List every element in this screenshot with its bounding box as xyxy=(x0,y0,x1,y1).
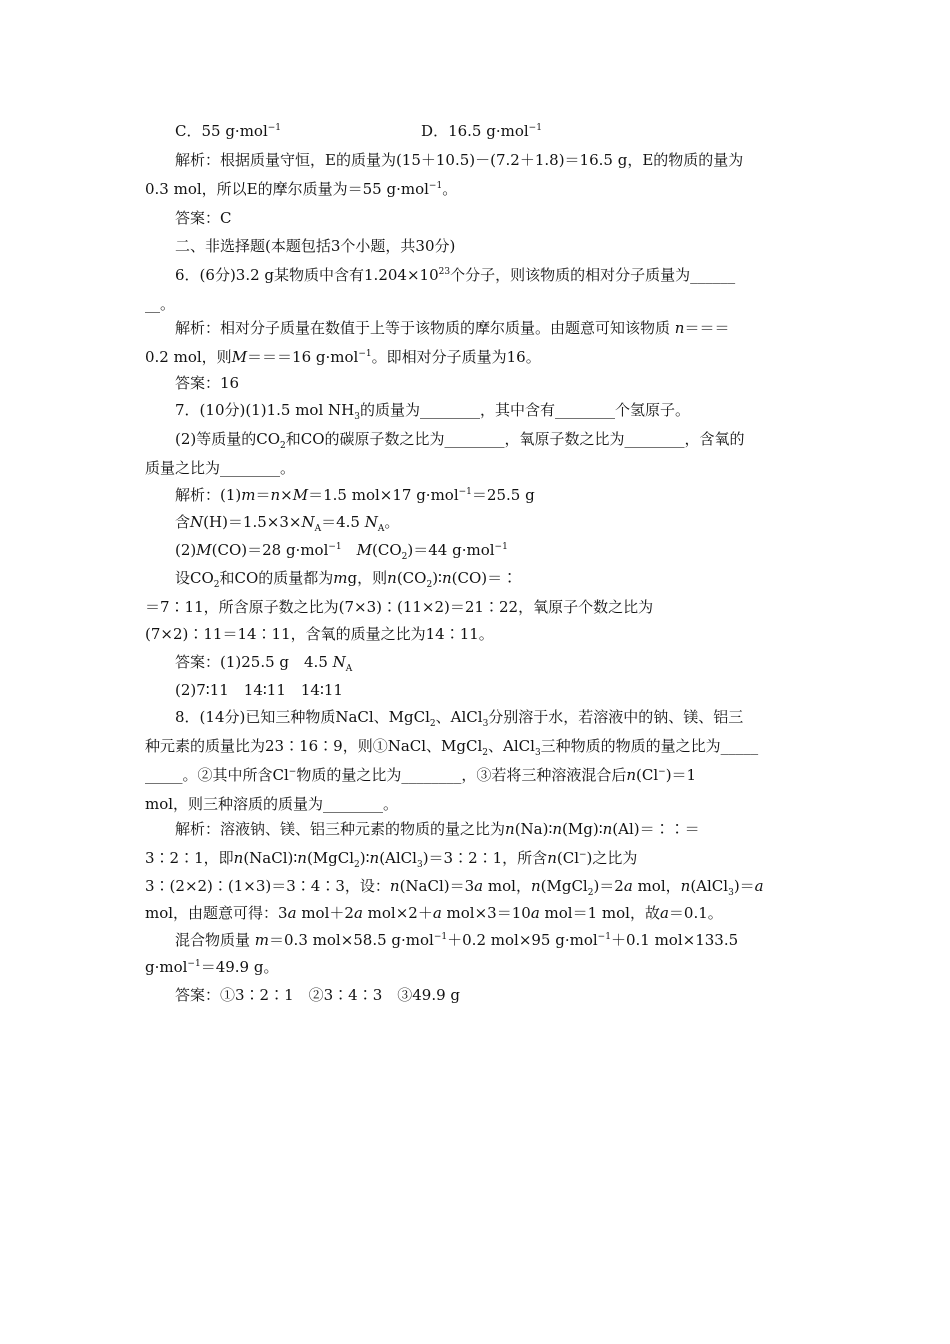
q5-answer: 答案：C xyxy=(175,209,232,227)
q5-options-c-d: C．55 g·mol$^{-1}$ D．16.5 g·mol$^{-1}$ xyxy=(175,122,542,140)
section-heading-non-choice: 二、非选择题(本题包括3个小题，共30分) xyxy=(175,237,456,255)
q7-answer-line2: (2)7∶11 14∶11 14∶11 xyxy=(175,681,343,699)
q7-analysis-line5: ＝7∶11，所含原子数之比为(7×3)∶(11×2)＝21∶22，氧原子个数之比为 xyxy=(145,598,654,616)
q8-analysis-line1: 解析：溶液钠、镁、铝三种元素的物质的量之比为n(Na)∶n(Mg)∶n(Al)＝∶∶＝ xyxy=(175,820,700,838)
q7-question-line2: (2)等质量的$CO_2$和CO的碳原子数之比为________，氧原子数之比为________，含氧的 xyxy=(175,430,745,451)
q5-analysis-line1: 解析：根据质量守恒，E的质量为(15＋10.5)－(7.2＋1.8)＝16.5 g，E的物质的量为 xyxy=(175,151,744,169)
q6-question-line1: 6．(6分)3.2 g某物质中含有$1.204\times 10^{23}$个分子，则该物质的相对分子质量为______ xyxy=(175,266,736,284)
q8-question-line3: _____。②其中所含Cl−物质的量之比为________，③若将三种溶液混合后n(Cl−)＝1 xyxy=(145,766,697,784)
q8-question-line2: 种元素的质量比为23∶16∶9，则①NaCl、MgCl$_2$、AlCl$_3$三种物质的物质的量之比为_____ xyxy=(145,737,759,758)
q8-analysis-line5: 混合物质量 m＝0.3 mol×58.5 g·mol$^{-1}$＋0.2 mol×95 g·mol$^{-1}$＋0.1 mol×133.5 xyxy=(175,931,739,949)
q8-answer: 答案：①3∶2∶1 ②3∶4∶3 ③49.9 g xyxy=(175,986,461,1004)
q8-question-line4: mol，则三种溶质的质量为________。 xyxy=(145,795,399,813)
q7-answer-line1: 答案：(1)25.5 g 4.5 $N_A$ xyxy=(175,653,353,674)
q8-analysis-line6: g·mol$^{-1}$＝49.9 g。 xyxy=(145,958,279,976)
q6-analysis-line2: 0.2 mol，则M＝＝＝16 g·mol$^{-1}$。即相对分子质量为16。 xyxy=(145,348,541,366)
q6-answer: 答案：16 xyxy=(175,374,240,392)
q6-analysis-line1: 解析：相对分子质量在数值于上等于该物质的摩尔质量。由题意可知该物质 n＝＝＝ xyxy=(175,319,730,337)
q7-analysis-line1: 解析：(1)m＝n×M＝1.5 mol×17 g·mol$^{-1}$＝25.5 g xyxy=(175,486,535,504)
q5-analysis-line2: 0.3 mol，所以E的摩尔质量为＝55 g·mol$^{-1}$。 xyxy=(145,180,458,198)
q7-analysis-line4: 设$CO_2$和CO的质量都为mg，则$n(CO_2)∶n(CO)=∶$ xyxy=(175,569,518,590)
q7-analysis-line6: (7×2)∶11＝14∶11，含氧的质量之比为14∶11。 xyxy=(145,625,494,643)
q7-question-line3: 质量之比为________。 xyxy=(145,459,296,477)
q8-analysis-line2: 3∶2∶1，即n(NaCl)∶n(MgCl$_2$)∶n(AlCl$_3$)＝3∶2∶1，所含n(Cl−)之比为 xyxy=(145,849,638,870)
q7-analysis-line3: (2)M(CO)＝28 g·mol$^{-1}$ $M(CO_2)=44$ g·mol$^{-1}$ xyxy=(175,541,508,562)
q6-question-line2: __。 xyxy=(145,295,176,313)
q7-question-line1: 7．(10分)(1)1.5 mol $NH_3$的质量为________，其中含有________个氢原子。 xyxy=(175,401,690,422)
q7-analysis-line2: 含$N(H)=1.5\times 3\times N_A=4.5$ $N_A$。 xyxy=(175,513,400,534)
q8-analysis-line3: 3∶(2×2)∶(1×3)＝3∶4∶3，设：n(NaCl)＝3a mol，n(MgCl$_2$)＝2a mol，n(AlCl$_3$)＝a xyxy=(145,877,764,898)
q8-analysis-line4: mol，由题意可得：3a mol＋2a mol×2＋a mol×3＝10a mol＝1 mol，故a＝0.1。 xyxy=(145,904,723,922)
q8-question-line1: 8．(14分)已知三种物质NaCl、MgCl$_2$、AlCl$_3$分别溶于水，若溶液中的钠、镁、铝三 xyxy=(175,708,744,729)
